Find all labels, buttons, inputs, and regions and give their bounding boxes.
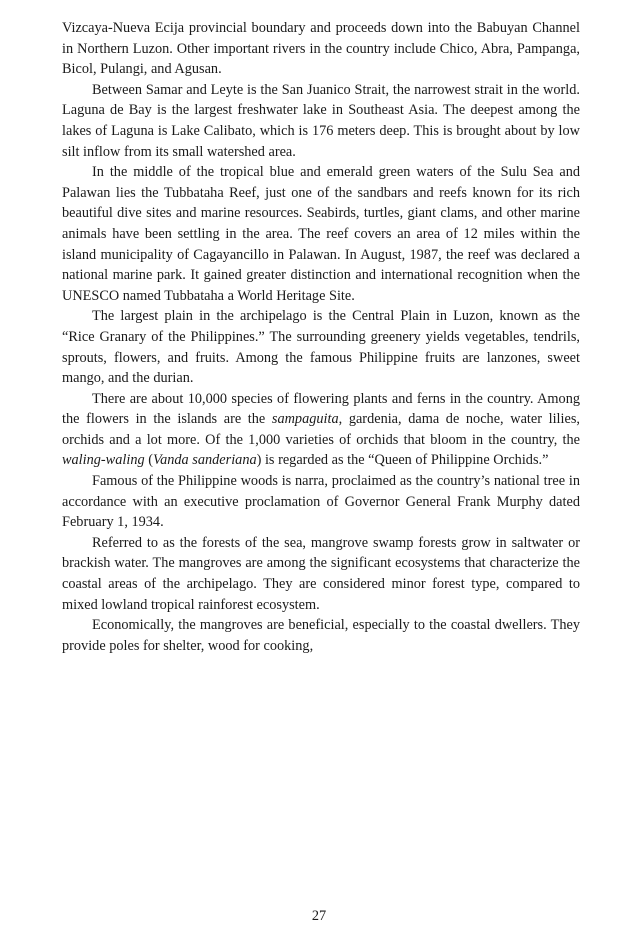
page-body — [62, 18, 580, 938]
paragraph-p1 — [62, 18, 580, 80]
text-segment: ) is regarded as the “Queen of Philippine Orchids.” — [256, 452, 549, 469]
italic-term-waling-waling: waling-waling — [62, 452, 145, 469]
paragraph-p8 — [62, 615, 580, 656]
text-segment: ( — [144, 452, 153, 469]
paragraph-p7 — [62, 533, 580, 615]
text-segment: The largest plain in the archipelago is the Central Plain in Luzon, known as the “Rice Granary of the Philippines.” The surrounding greenery yields vegetables, tendrils, sprouts, flowers, and fruits. Among the famous Philippine fruits are lanzones, sweet mango, and the durian. — [62, 308, 580, 387]
paragraph-p2 — [62, 80, 580, 162]
text-segment: Vizcaya-Nueva Ecija provincial boundary and proceeds down into the Babuyan Channel in Northern Luzon. Other important rivers in the country include Chico, Abra, Pampanga, Bicol, Pulangi, and Agusan. — [62, 20, 580, 78]
text-segment: There are about 10,000 species of flowering plants and ferns in the country. Among the flowers in the islands are the — [62, 390, 580, 428]
text-segment: Between Samar and Leyte is the San Juanico Strait, the narrowest strait in the world. Laguna de Bay is the largest freshwater lake in Southeast Asia. The deepest among the lakes of Laguna is Lake Calibato, which is 176 meters deep. This is brought about by low silt inflow from its small watershed area. — [62, 81, 580, 160]
italic-term-vanda-sanderiana: Vanda sanderiana — [152, 452, 257, 469]
text-segment: Famous of the Philippine woods is narra, proclaimed as the country’s national tree in accordance with an executive proclamation of Governor General Frank Murphy dated February 1, 1934. — [62, 473, 580, 531]
paragraph-p6 — [62, 471, 580, 533]
text-segment: , gardenia, dama de noche, water lilies, orchids and a lot more. Of the 1,000 varieties of orchids that bloom in the country, the — [62, 411, 580, 448]
page-number: 27 — [311, 908, 327, 924]
text-segment: Referred to as the forests of the sea, mangrove swamp forests grow in saltwater or brackish water. The mangroves are among the significant ecosystems that characterize the coastal areas of the archipelago. They are considered minor forest type, compared to mixed lowland tropical rainforest ecosystem. — [62, 534, 580, 613]
text-segment: Economically, the mangroves are beneficial, especially to the coastal dwellers. They provide poles for shelter, wood for cooking, — [62, 617, 580, 654]
text-segment: In the middle of the tropical blue and emerald green waters of the Sulu Sea and Palawan lies the Tubbataha Reef, just one of the sandbars and reefs known for its rich beautiful dive sites and marine resources. Seabirds, turtles, giant clams, and other marine animals have been settling in the area. The reef covers an area of 12 miles within the island municipality of Cagayancillo in Palawan. In August, 1987, the reef was declared a national marine park. It gained greater distinction and international recognition when the UNESCO named Tubbataha a World Heritage Site. — [62, 164, 580, 304]
paragraph-p5 — [62, 389, 580, 471]
italic-term-sampaguita: sampaguita — [271, 411, 339, 428]
paragraph-p4 — [62, 306, 580, 388]
paragraph-p3 — [62, 162, 580, 306]
